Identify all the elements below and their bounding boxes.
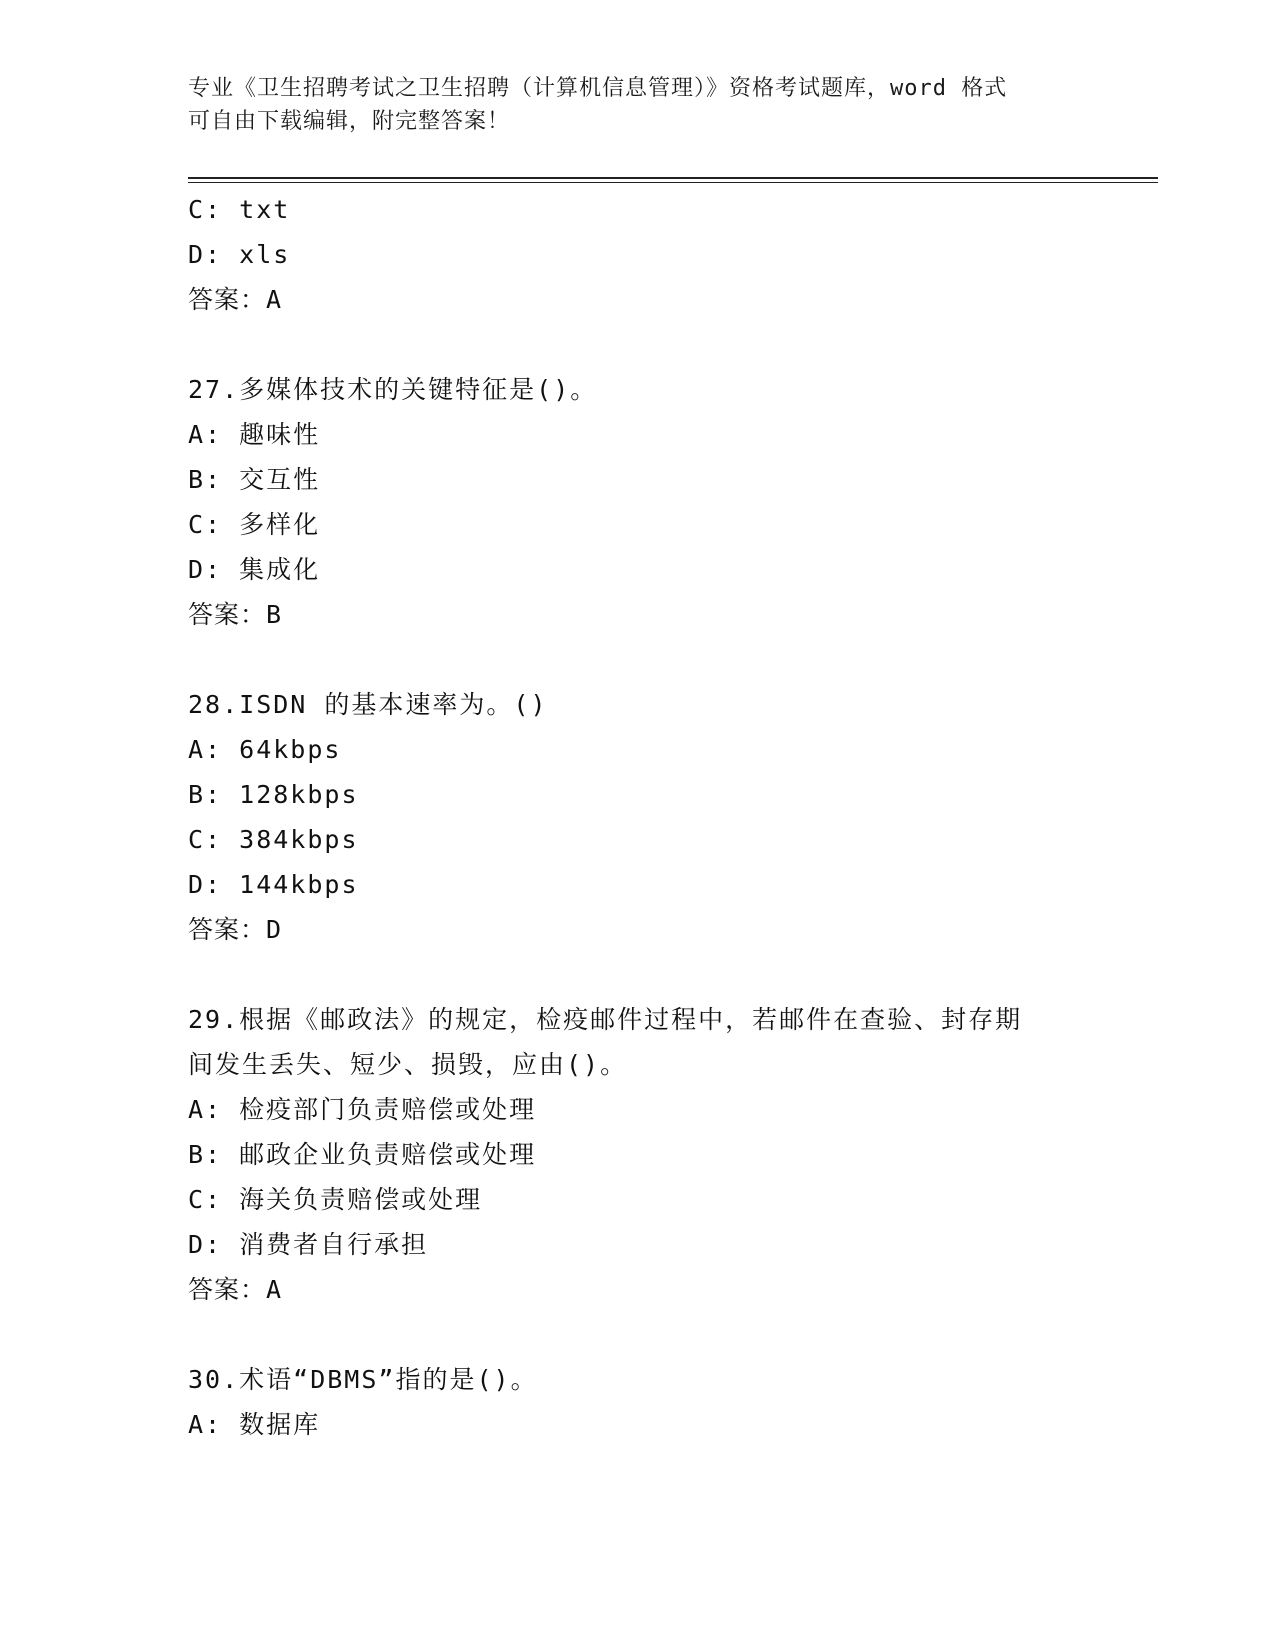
header-divider-thick — [188, 177, 1158, 179]
answer-line: 答案：A — [188, 285, 283, 314]
question-29-option-b: B: 邮政企业负责赔偿或处理 — [188, 1140, 537, 1169]
question-30-text: 30.术语“DBMS”指的是()。 — [188, 1365, 538, 1394]
question-27-option-c: C: 多样化 — [188, 510, 321, 539]
header-line-1: 专业《卫生招聘考试之卫生招聘（计算机信息管理）》资格考试题库，word 格式 — [188, 76, 1008, 101]
question-27-answer: 答案：B — [188, 600, 283, 629]
question-29-text-line-1: 29.根据《邮政法》的规定，检疫邮件过程中，若邮件在查验、封存期 — [188, 1005, 1023, 1034]
question-28-answer: 答案：D — [188, 915, 283, 944]
question-29-answer: 答案：A — [188, 1275, 283, 1304]
question-28-option-c: C: 384kbps — [188, 825, 359, 854]
question-29-option-a: A: 检疫部门负责赔偿或处理 — [188, 1095, 537, 1124]
document-header — [188, 72, 1068, 138]
question-28-text: 28.ISDN 的基本速率为。() — [188, 690, 548, 719]
question-28-option-d: D: 144kbps — [188, 870, 359, 899]
question-29-option-c: C: 海关负责赔偿或处理 — [188, 1185, 483, 1214]
question-27-option-a: A: 趣味性 — [188, 420, 321, 449]
header-divider-thin — [188, 182, 1158, 183]
header-line-2: 可自由下载编辑，附完整答案！ — [188, 109, 511, 134]
question-27-text: 27.多媒体技术的关键特征是()。 — [188, 375, 598, 404]
question-29-option-d: D: 消费者自行承担 — [188, 1230, 429, 1259]
question-28-option-b: B: 128kbps — [188, 780, 359, 809]
option-c: C: txt — [188, 195, 291, 224]
question-27-option-d: D: 集成化 — [188, 555, 321, 584]
question-30-option-a: A: 数据库 — [188, 1410, 321, 1439]
question-29-text-line-2: 间发生丢失、短少、损毁，应由()。 — [188, 1050, 628, 1079]
question-28-option-a: A: 64kbps — [188, 735, 342, 764]
option-d: D: xls — [188, 240, 291, 269]
question-27-option-b: B: 交互性 — [188, 465, 321, 494]
